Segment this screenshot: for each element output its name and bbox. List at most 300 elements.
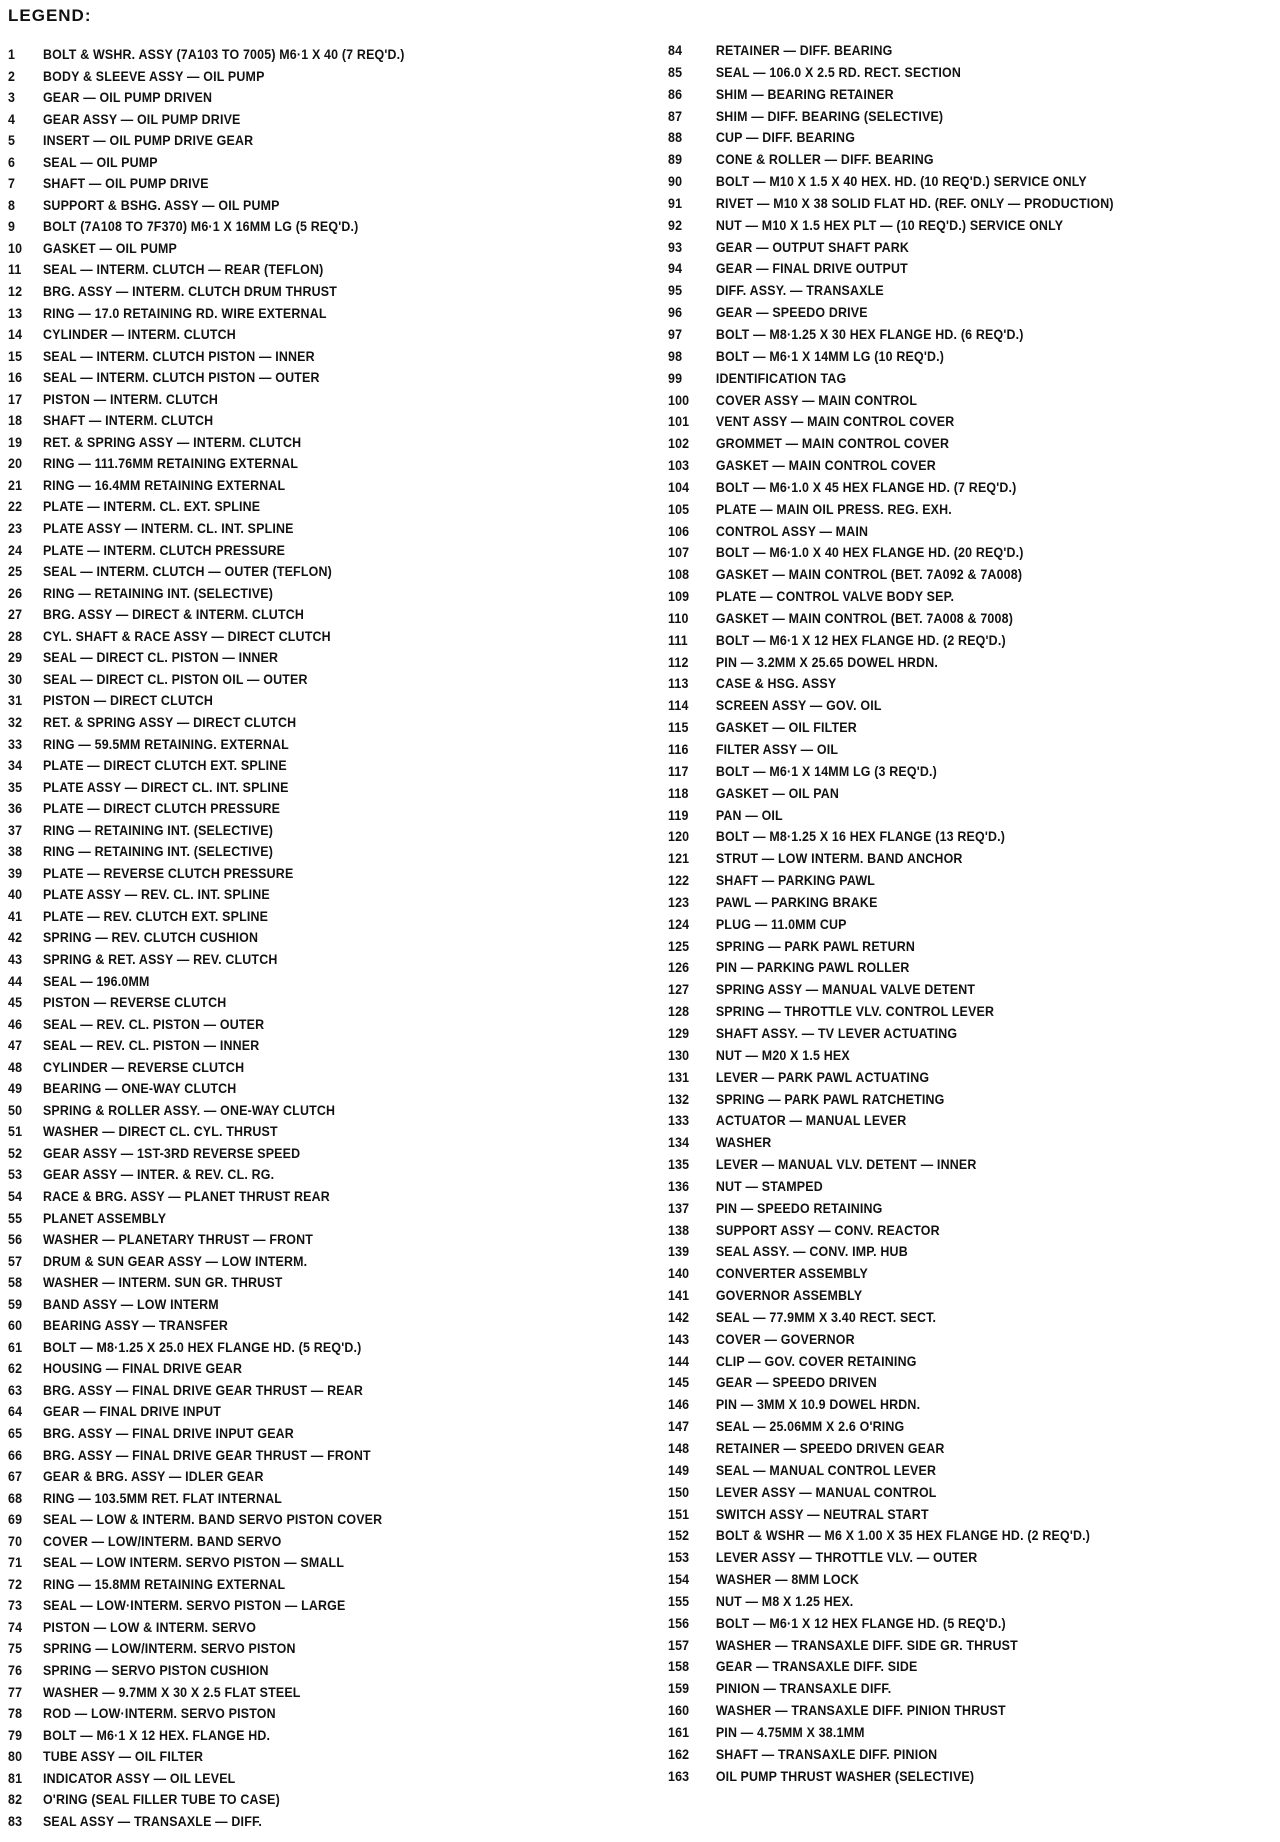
legend-item-description: SEAL — 25.06MM X 2.6 O'RING — [715, 1419, 905, 1435]
legend-item — [668, 1307, 1229, 1329]
legend-item — [8, 1595, 588, 1617]
legend-item-description: PLATE ASSY — REV. CL. INT. SPLINE — [42, 887, 270, 903]
legend-item-number: 63 — [8, 1382, 23, 1398]
legend-item-description: PLATE — INTERM. CLUTCH PRESSURE — [42, 542, 286, 558]
legend-column-left — [8, 44, 638, 1832]
legend-item-description: GASKET — OIL PUMP — [42, 240, 177, 256]
legend-item-number: 86 — [668, 86, 683, 102]
legend-item-description: PIN — 4.75MM X 38.1MM — [715, 1724, 865, 1740]
legend-item-description: BOLT & WSHR. ASSY (7A103 TO 7005) M6·1 X 40 (7 REQ'D.) — [42, 47, 405, 62]
legend-item-number: 65 — [8, 1426, 23, 1441]
legend-item-number: 116 — [668, 742, 689, 757]
legend-item-description: NUT — M20 X 1.5 HEX — [715, 1047, 850, 1063]
legend-item-description: IDENTIFICATION TAG — [715, 370, 847, 386]
legend-item-number: 107 — [668, 545, 690, 561]
legend-item — [8, 841, 588, 863]
legend-item — [668, 215, 1229, 237]
legend-item-number: 87 — [668, 108, 683, 124]
legend-item-number: 48 — [8, 1059, 23, 1075]
legend-item-number: 24 — [8, 542, 23, 558]
legend-item-number: 152 — [668, 1528, 690, 1544]
legend-item — [8, 1164, 588, 1186]
legend-item — [8, 798, 588, 820]
legend-item-description: GASKET — OIL FILTER — [715, 720, 857, 736]
legend-item-description: SEAL — MANUAL CONTROL LEVER — [715, 1462, 937, 1478]
legend-item-description: CLIP — GOV. COVER RETAINING — [715, 1353, 917, 1369]
legend-item-number: 110 — [668, 610, 689, 626]
legend-item-description: CYLINDER — REVERSE CLUTCH — [42, 1059, 245, 1075]
legend-item — [668, 892, 1229, 914]
legend-item — [668, 1089, 1229, 1111]
legend-item — [8, 1315, 588, 1337]
legend-item-description: SEAL — INTERM. CLUTCH PISTON — OUTER — [42, 370, 320, 386]
legend-item — [8, 1703, 588, 1725]
legend-item-description: BODY & SLEEVE ASSY — OIL PUMP — [42, 68, 265, 84]
legend-item — [668, 1220, 1229, 1242]
legend-item — [8, 281, 588, 303]
legend-item — [8, 1401, 588, 1423]
legend-item — [8, 1014, 588, 1036]
legend-item-description: SHAFT — PARKING PAWL — [715, 873, 875, 889]
legend-item-number: 77 — [8, 1684, 23, 1700]
legend-item-description: WASHER — 9.7MM X 30 X 2.5 FLAT STEEL — [42, 1684, 301, 1700]
legend-item-number: 30 — [8, 671, 23, 687]
legend-item — [668, 936, 1229, 958]
legend-item-number: 157 — [668, 1637, 690, 1653]
legend-item-description: GEAR — TRANSAXLE DIFF. SIDE — [715, 1659, 918, 1675]
legend-item — [8, 1057, 588, 1079]
legend-item-description: PINION — TRANSAXLE DIFF. — [715, 1681, 892, 1697]
legend-item-description: RING — 16.4MM RETAINING EXTERNAL — [42, 477, 286, 493]
legend-item-description: GEAR — SPEEDO DRIVE — [715, 305, 868, 321]
legend-item — [668, 324, 1229, 346]
legend-item — [8, 1208, 588, 1230]
legend-item-description: BOLT & WSHR — M6 X 1.00 X 35 HEX FLANGE HD. (2 REQ'D.) — [715, 1528, 1091, 1544]
legend-item-number: 46 — [8, 1016, 23, 1032]
legend-item-description: BOLT (7A108 TO 7F370) M6·1 X 16MM LG (5 REQ'D.) — [42, 219, 359, 235]
legend-item-description: SEAL — DIRECT CL. PISTON OIL — OUTER — [42, 671, 308, 687]
legend-item — [668, 390, 1229, 412]
legend-item — [668, 1744, 1229, 1766]
legend-column-right — [668, 40, 1278, 1788]
legend-item — [8, 303, 588, 325]
legend-item-description: SPRING — LOW/INTERM. SERVO PISTON — [42, 1641, 296, 1657]
legend-item — [8, 1251, 588, 1273]
legend-item-description: RIVET — M10 X 38 SOLID FLAT HD. (REF. ONLY — PRODUCTION) — [715, 195, 1114, 211]
legend-item-number: 14 — [8, 327, 23, 343]
legend-item — [668, 870, 1229, 892]
legend-item-number: 76 — [8, 1663, 23, 1679]
legend-item-description: RING — RETAINING INT. (SELECTIVE) — [42, 585, 274, 601]
legend-item — [668, 1023, 1229, 1045]
legend-item-description: BAND ASSY — LOW INTERM — [42, 1296, 219, 1312]
legend-item-number: 137 — [668, 1200, 690, 1216]
legend-item-number: 50 — [8, 1102, 23, 1118]
legend-item-description: CONVERTER ASSEMBLY — [715, 1266, 868, 1282]
legend-item-description: BOLT — M8·1.25 X 16 HEX FLANGE (13 REQ'D.) — [715, 829, 1006, 845]
legend-item-description: HOUSING — FINAL DRIVE GEAR — [42, 1361, 243, 1377]
legend-item-description: GEAR — FINAL DRIVE INPUT — [42, 1404, 222, 1420]
legend-item-number: 114 — [668, 698, 689, 714]
legend-item-description: CUP — DIFF. BEARING — [715, 130, 856, 146]
legend-item — [8, 626, 588, 648]
legend-item — [8, 1682, 588, 1704]
legend-item-description: SEAL — 77.9MM X 3.40 RECT. SECT. — [715, 1309, 937, 1325]
legend-item-number: 1 — [8, 47, 16, 62]
legend-item — [8, 518, 588, 540]
legend-item-description: RETAINER — DIFF. BEARING — [715, 43, 893, 58]
legend-item — [8, 195, 588, 217]
legend-item-description: DRUM & SUN GEAR ASSY — LOW INTERM. — [42, 1253, 308, 1269]
legend-item-description: PLATE — INTERM. CL. EXT. SPLINE — [42, 499, 261, 515]
legend-item — [8, 475, 588, 497]
legend-item — [8, 1035, 588, 1057]
legend-item-number: 2 — [8, 68, 16, 84]
legend-item-number: 128 — [668, 1004, 690, 1020]
legend-item-number: 61 — [8, 1339, 23, 1355]
legend-item-number: 62 — [8, 1361, 23, 1377]
legend-item-description: RING — 103.5MM RET. FLAT INTERNAL — [42, 1490, 283, 1506]
legend-item-number: 105 — [668, 501, 690, 517]
legend-item — [668, 40, 1229, 62]
legend-item-number: 18 — [8, 413, 23, 429]
legend-item — [8, 1638, 588, 1660]
legend-item-description: LEVER — PARK PAWL ACTUATING — [715, 1069, 930, 1085]
legend-item-description: BOLT — M6·1 X 14MM LG (3 REQ'D.) — [715, 763, 937, 779]
legend-item-number: 35 — [8, 779, 23, 795]
legend-item-description: PLATE — MAIN OIL PRESS. REG. EXH. — [715, 501, 952, 517]
legend-item-number: 123 — [668, 894, 690, 910]
legend-item-description: WASHER — TRANSAXLE DIFF. SIDE GR. THRUST — [715, 1637, 1018, 1653]
legend-item-number: 145 — [668, 1375, 690, 1391]
legend-item — [668, 542, 1229, 564]
legend-item-description: RING — 15.8MM RETAINING EXTERNAL — [42, 1576, 286, 1592]
legend-item — [668, 1176, 1229, 1198]
legend-item-number: 26 — [8, 585, 23, 601]
legend-item-description: RING — RETAINING INT. (SELECTIVE) — [42, 822, 274, 838]
legend-item-description: INDICATOR ASSY — OIL LEVEL — [42, 1770, 236, 1786]
legend-item-description: NUT — M8 X 1.25 HEX. — [715, 1593, 854, 1609]
legend-item-number: 20 — [8, 456, 23, 472]
legend-item — [668, 1045, 1229, 1067]
legend-item-number: 68 — [8, 1490, 23, 1506]
legend-item — [8, 884, 588, 906]
legend-title: LEGEND: — [8, 6, 92, 25]
legend-item-number: 118 — [668, 785, 689, 801]
legend-item-number: 96 — [668, 305, 683, 321]
legend-item — [668, 1635, 1229, 1657]
legend-item-description: PLATE ASSY — INTERM. CL. INT. SPLINE — [42, 521, 294, 537]
legend-item-description: SEAL — INTERM. CLUTCH — REAR (TEFLON) — [42, 262, 324, 278]
legend-item-description: PLATE — DIRECT CLUTCH PRESSURE — [42, 801, 281, 817]
legend-item-description: SEAL — LOW·INTERM. SERVO PISTON — LARGE — [42, 1598, 346, 1614]
legend-item-number: 31 — [8, 693, 23, 709]
legend-item-description: INSERT — OIL PUMP DRIVE GEAR — [42, 133, 254, 149]
legend-item — [668, 499, 1229, 521]
legend-item-number: 120 — [668, 829, 690, 845]
legend-item — [8, 238, 588, 260]
legend-item-number: 147 — [668, 1419, 690, 1435]
legend-item — [8, 927, 588, 949]
legend-item-number: 34 — [8, 758, 23, 774]
legend-item — [668, 717, 1229, 739]
legend-item-number: 136 — [668, 1178, 690, 1194]
legend-item-description: GEAR & BRG. ASSY — IDLER GEAR — [42, 1469, 264, 1485]
legend-item-description: LEVER — MANUAL VLV. DETENT — INNER — [715, 1157, 977, 1173]
legend-item-number: 70 — [8, 1533, 23, 1549]
legend-item — [668, 149, 1229, 171]
legend-item-description: BRG. ASSY — FINAL DRIVE INPUT GEAR — [42, 1426, 294, 1441]
legend-item — [668, 1678, 1229, 1700]
legend-item — [668, 346, 1229, 368]
legend-item-number: 139 — [668, 1244, 690, 1260]
legend-item-description: CYL. SHAFT & RACE ASSY — DIRECT CLUTCH — [42, 628, 331, 644]
legend-item-number: 40 — [8, 887, 23, 903]
legend-item-number: 161 — [668, 1724, 690, 1740]
legend-item-number: 109 — [668, 589, 690, 605]
legend-item — [668, 586, 1229, 608]
legend-item-number: 74 — [8, 1619, 23, 1635]
legend-item-description: COVER ASSY — MAIN CONTROL — [715, 392, 918, 408]
legend-item — [668, 193, 1229, 215]
legend-item — [668, 739, 1229, 761]
legend-item-number: 141 — [668, 1288, 690, 1304]
legend-item-description: RING — RETAINING INT. (SELECTIVE) — [42, 844, 274, 860]
legend-item-description: PLATE — CONTROL VALVE BODY SEP. — [715, 589, 955, 605]
legend-item-number: 67 — [8, 1469, 23, 1485]
legend-item-description: BOLT — M10 X 1.5 X 40 HEX. HD. (10 REQ'D.) SERVICE ONLY — [715, 174, 1087, 190]
legend-item — [8, 259, 588, 281]
legend-item — [8, 1272, 588, 1294]
legend-item-number: 53 — [8, 1167, 23, 1183]
legend-item — [668, 84, 1229, 106]
legend-item-number: 91 — [668, 195, 683, 211]
legend-item — [668, 1416, 1229, 1438]
legend-item-number: 154 — [668, 1572, 690, 1588]
legend-item-description: SEAL — DIRECT CL. PISTON — INNER — [42, 650, 279, 666]
legend-item — [668, 761, 1229, 783]
legend-item-number: 17 — [8, 391, 23, 407]
legend-item-description: PLUG — 11.0MM CUP — [715, 916, 847, 932]
legend-item-description: ROD — LOW·INTERM. SERVO PISTON — [42, 1706, 276, 1722]
legend-item-description: RING — 59.5MM RETAINING. EXTERNAL — [42, 736, 289, 752]
legend-item — [668, 1329, 1229, 1351]
legend-item-number: 11 — [8, 262, 22, 278]
legend-item — [668, 1613, 1229, 1635]
legend-item — [668, 1001, 1229, 1023]
legend-item — [8, 820, 588, 842]
legend-item-number: 119 — [668, 807, 689, 823]
legend-item-number: 148 — [668, 1441, 690, 1456]
legend-item-number: 43 — [8, 951, 23, 967]
legend-item-number: 41 — [8, 908, 23, 924]
legend-item — [668, 171, 1229, 193]
legend-item — [8, 324, 588, 346]
legend-item-description: GASKET — MAIN CONTROL (BET. 7A008 & 7008) — [715, 610, 1014, 626]
legend-item-number: 138 — [668, 1222, 690, 1238]
legend-item — [668, 695, 1229, 717]
legend-item — [8, 647, 588, 669]
legend-item — [8, 410, 588, 432]
legend-item-number: 15 — [8, 348, 23, 364]
legend-item-number: 56 — [8, 1232, 23, 1248]
legend-item — [668, 1591, 1229, 1613]
legend-item — [668, 433, 1229, 455]
legend-item-number: 81 — [8, 1770, 23, 1786]
legend-item-description: COVER — GOVERNOR — [715, 1331, 855, 1347]
legend-item-number: 153 — [668, 1550, 690, 1566]
legend-item-description: BOLT — M6·1 X 14MM LG (10 REQ'D.) — [715, 348, 945, 364]
legend-item-description: SHAFT — OIL PUMP DRIVE — [42, 176, 209, 192]
legend-item-description: PAWL — PARKING BRAKE — [715, 894, 878, 910]
legend-item-number: 135 — [668, 1157, 690, 1173]
legend-item-description: GOVERNOR ASSEMBLY — [715, 1288, 863, 1304]
legend-item-description: SWITCH ASSY — NEUTRAL START — [715, 1506, 929, 1522]
legend-item — [668, 411, 1229, 433]
legend-item — [668, 1547, 1229, 1569]
legend-item-description: GASKET — OIL PAN — [715, 785, 840, 801]
legend-item — [668, 1241, 1229, 1263]
legend-item-number: 28 — [8, 628, 23, 644]
legend-item-number: 55 — [8, 1210, 23, 1226]
legend-item-description: SPRING — PARK PAWL RATCHETING — [715, 1091, 945, 1107]
legend-item — [668, 564, 1229, 586]
legend-item-number: 126 — [668, 960, 690, 976]
legend-item — [8, 1337, 588, 1359]
legend-item-number: 45 — [8, 995, 23, 1011]
legend-item — [8, 971, 588, 993]
legend-item-number: 84 — [668, 43, 683, 58]
legend-item-description: PLATE — REVERSE CLUTCH PRESSURE — [42, 865, 294, 881]
legend-item-description: SHIM — DIFF. BEARING (SELECTIVE) — [715, 108, 944, 124]
legend-item-description: WASHER — DIRECT CL. CYL. THRUST — [42, 1124, 278, 1140]
legend-item-description: BOLT — M6·1 X 12 HEX. FLANGE HD. — [42, 1727, 271, 1743]
legend-item-description: SEAL — INTERM. CLUTCH PISTON — INNER — [42, 348, 315, 364]
legend-item-number: 72 — [8, 1576, 23, 1592]
legend-item-number: 16 — [8, 370, 23, 386]
legend-item — [668, 1504, 1229, 1526]
legend-item — [8, 1358, 588, 1380]
legend-item — [8, 496, 588, 518]
legend-item-number: 8 — [8, 197, 16, 213]
legend-item-description: GASKET — MAIN CONTROL (BET. 7A092 & 7A008) — [715, 567, 1023, 583]
legend-item — [668, 280, 1229, 302]
legend-item-number: 13 — [8, 305, 23, 321]
legend-item-number: 117 — [668, 763, 689, 779]
legend-item-description: GEAR ASSY — INTER. & REV. CL. RG. — [42, 1167, 275, 1183]
legend-item — [668, 848, 1229, 870]
legend-item — [668, 1198, 1229, 1220]
legend-item-number: 99 — [668, 370, 683, 386]
legend-item — [668, 62, 1229, 84]
legend-item — [8, 1660, 588, 1682]
legend-item — [8, 734, 588, 756]
legend-item — [8, 1466, 588, 1488]
legend-item-description: RET. & SPRING ASSY — DIRECT CLUTCH — [42, 714, 297, 730]
legend-item — [668, 1351, 1229, 1373]
legend-item-number: 19 — [8, 434, 23, 450]
legend-item-number: 143 — [668, 1331, 690, 1347]
legend-item-number: 159 — [668, 1681, 690, 1697]
legend-item-number: 125 — [668, 938, 690, 954]
legend-item-description: RING — 111.76MM RETAINING EXTERNAL — [42, 456, 299, 472]
legend-item — [8, 561, 588, 583]
legend-item-description: BOLT — M6·1.0 X 40 HEX FLANGE HD. (20 REQ'D.) — [715, 545, 1024, 561]
legend-item-description: LEVER ASSY — MANUAL CONTROL — [715, 1484, 937, 1500]
legend-item — [668, 237, 1229, 259]
legend-item — [668, 783, 1229, 805]
legend-item-number: 111 — [668, 632, 688, 648]
legend-item — [8, 173, 588, 195]
legend-item-number: 38 — [8, 844, 23, 860]
legend-item-description: SEAL — OIL PUMP — [42, 154, 158, 170]
legend-item-number: 23 — [8, 521, 23, 537]
legend-item-number: 102 — [668, 436, 690, 452]
legend-item — [668, 608, 1229, 630]
legend-item-number: 57 — [8, 1253, 23, 1269]
legend-item-description: PIN — SPEEDO RETAINING — [715, 1200, 883, 1216]
legend-item-number: 73 — [8, 1598, 23, 1614]
legend-item-description: SEAL ASSY — TRANSAXLE — DIFF. — [42, 1813, 263, 1829]
legend-item-number: 59 — [8, 1296, 23, 1312]
legend-item-description: BRG. ASSY — FINAL DRIVE GEAR THRUST — REAR — [42, 1382, 364, 1398]
legend-item-description: BRG. ASSY — DIRECT & INTERM. CLUTCH — [42, 607, 305, 623]
legend-item-number: 95 — [668, 283, 683, 299]
legend-item-number: 12 — [8, 284, 23, 300]
legend-item-description: SHIM — BEARING RETAINER — [715, 86, 894, 102]
legend-item-number: 6 — [8, 154, 16, 170]
legend-item — [8, 777, 588, 799]
legend-item-description: SEAL — LOW & INTERM. BAND SERVO PISTON COVER — [42, 1512, 383, 1528]
legend-item — [8, 1509, 588, 1531]
legend-item — [8, 216, 588, 238]
legend-item-number: 47 — [8, 1038, 23, 1054]
legend-item-description: CONE & ROLLER — DIFF. BEARING — [715, 152, 934, 168]
legend-item — [8, 1811, 588, 1833]
legend-item-description: ACTUATOR — MANUAL LEVER — [715, 1113, 907, 1129]
legend-item-number: 132 — [668, 1091, 690, 1107]
legend-item — [8, 583, 588, 605]
legend-item — [668, 673, 1229, 695]
legend-item-description: BRG. ASSY — INTERM. CLUTCH DRUM THRUST — [42, 284, 338, 300]
legend-item-number: 142 — [668, 1309, 690, 1325]
legend-item — [668, 1569, 1229, 1591]
legend-item — [668, 455, 1229, 477]
legend-item — [668, 1482, 1229, 1504]
legend-item-description: GASKET — MAIN CONTROL COVER — [715, 458, 936, 474]
legend-item-description: BRG. ASSY — FINAL DRIVE GEAR THRUST — FRONT — [42, 1447, 371, 1463]
legend-item-number: 85 — [668, 64, 683, 80]
legend-item-description: DIFF. ASSY. — TRANSAXLE — [715, 283, 884, 299]
legend-item-description: PLATE ASSY — DIRECT CL. INT. SPLINE — [42, 779, 289, 795]
legend-item-number: 149 — [668, 1462, 690, 1478]
legend-item-description: COVER — LOW/INTERM. BAND SERVO — [42, 1533, 282, 1549]
legend-item-number: 25 — [8, 564, 23, 580]
legend-item-description: PIN — 3.2MM X 25.65 DOWEL HRDN. — [715, 654, 939, 670]
legend-item-number: 156 — [668, 1615, 690, 1631]
legend-item-number: 124 — [668, 916, 690, 932]
legend-item-description: BOLT — M6·1.0 X 45 HEX FLANGE HD. (7 REQ'D.) — [715, 479, 1017, 495]
legend-item-number: 158 — [668, 1659, 690, 1675]
legend-item-number: 44 — [8, 973, 23, 989]
legend-item — [8, 755, 588, 777]
legend-item-number: 93 — [668, 239, 683, 255]
legend-item — [668, 1525, 1229, 1547]
legend-item-number: 36 — [8, 801, 23, 817]
legend-item-number: 80 — [8, 1749, 23, 1765]
legend-item-description: SHAFT ASSY. — TV LEVER ACTUATING — [715, 1025, 958, 1041]
legend-item-description: RING — 17.0 RETAINING RD. WIRE EXTERNAL — [42, 305, 327, 321]
